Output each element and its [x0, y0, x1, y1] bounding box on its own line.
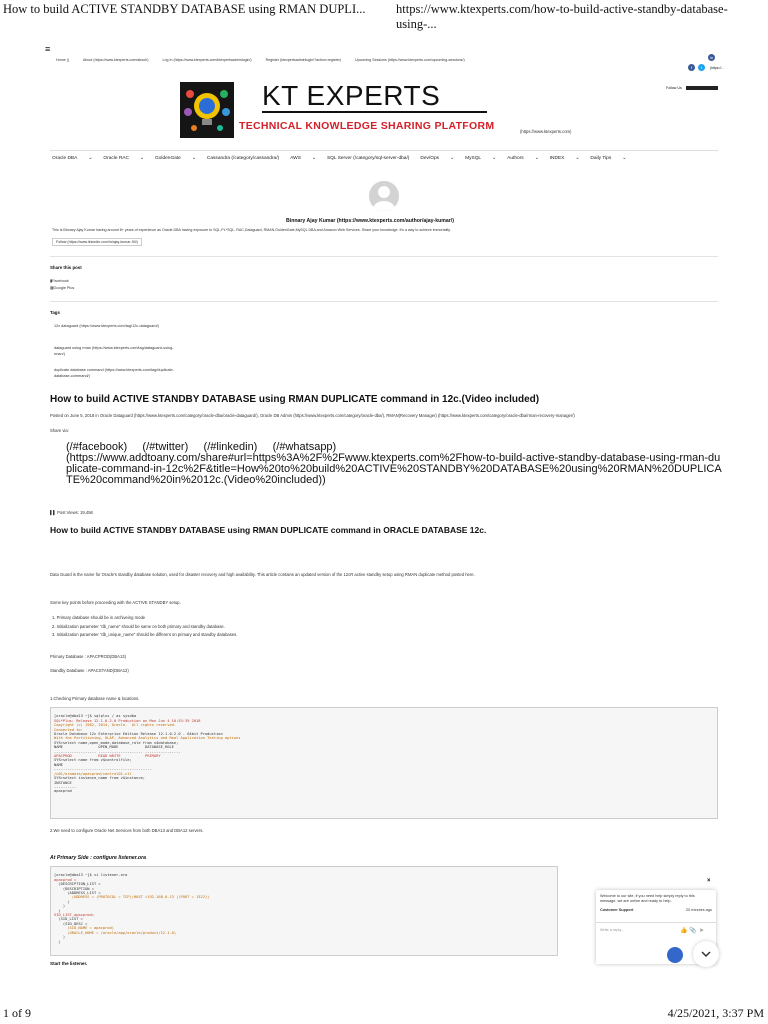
print-page-title: How to build ACTIVE STANDBY DATABASE using RMAN DUPLI...	[3, 2, 366, 16]
print-header	[0, 0, 768, 31]
main-nav	[52, 156, 626, 161]
post-views-count: Post Views: 19,456	[57, 510, 93, 515]
nav-aws[interactable]: AWS	[290, 156, 301, 161]
code-line: --------------------------------------------	[54, 767, 152, 772]
code-line: Oracle Database 12c Enterprise Edition Release 12.1.0.2.0 - 64bit Production	[54, 732, 223, 737]
chevron-down-icon: ⌄	[622, 156, 627, 161]
start-listener: Start the listener.	[50, 961, 88, 966]
google-plus-icon: ▦	[50, 286, 54, 290]
code-line: APACPROD READ WRITE PRIMARY	[54, 754, 161, 759]
author-avatar-icon	[369, 181, 399, 211]
nav-authors[interactable]: Authors	[507, 156, 524, 161]
chevron-down-icon: ⌄	[311, 156, 316, 161]
facebook-icon[interactable]: f	[688, 64, 695, 71]
code-line: SYS>select instance_name from v$instance;	[54, 776, 146, 781]
code-line: INSTANCE	[54, 780, 72, 785]
topnav-home[interactable]: Home ()	[56, 58, 69, 62]
chat-launcher-icon[interactable]	[667, 947, 683, 963]
code-line: (DESCRIPTION =	[54, 886, 94, 891]
tags-label: Tags	[50, 310, 60, 315]
chevron-down-icon: ⌄	[534, 156, 539, 161]
primary-database: Primary Database : APACPROD(DBA13)	[50, 654, 127, 659]
code-line: /u01/oradata/apacprod/control01.ctl	[54, 771, 132, 776]
keypoint-item: 1. Primary database should be in archiveing mode	[52, 615, 146, 620]
tag-12c-dataguard[interactable]: 12c dataguard (https://www.ktexperts.com/tag/12c-dataguard/)	[54, 324, 159, 328]
code-line: SYS>select name,open_mode,database_role from v$database;	[54, 740, 179, 745]
code-line: ----------	[54, 784, 77, 789]
share-via-label: Share via:	[50, 428, 69, 433]
code-line: (ADDRESS_LIST =	[54, 891, 101, 896]
nav-sql-server[interactable]: SQL Server (/category/sql-server-dba/)	[326, 156, 410, 161]
follow-us-label: Follow Us	[666, 86, 682, 90]
code-line: )	[54, 939, 61, 944]
keypoints-list	[52, 614, 237, 640]
top-nav	[56, 58, 465, 62]
topnav-about[interactable]: About (https://www.ktexperts.com/about/)	[82, 58, 149, 62]
keypoint-item: 2. Initialization parameter "db_name" should be same on both primary and standby database.	[52, 623, 225, 629]
code-line: (DESCRIPTION_LIST =	[54, 882, 101, 887]
code-line: apacprod =	[54, 877, 77, 882]
article-subtitle: How to build ACTIVE STANDBY DATABASE using RMAN DUPLICATE command in ORACLE DATABASE 12c.	[50, 525, 487, 535]
code-line: Connected to:	[54, 727, 83, 732]
chat-agent: Customer Support	[600, 908, 634, 912]
chat-time: 20 minutes ago	[686, 908, 712, 912]
print-datetime: 4/25/2021, 3:37 PM	[667, 1006, 764, 1020]
code-line: SQL*Plus: Release 12.1.0.2.0 Production on Mon Jun 4 10:53:39 2018	[54, 718, 201, 723]
kt-experts-logo-icon	[180, 82, 234, 138]
close-icon[interactable]: ×	[707, 878, 711, 884]
nav-oracle-dba[interactable]: Oracle DBA	[52, 156, 78, 161]
print-footer	[0, 1004, 768, 1024]
code-block-1	[50, 707, 718, 819]
share-google-label: Google Plus	[53, 286, 75, 290]
print-page-url: https://www.ktexperts.com/how-to-build-active-standby-database-using-...	[396, 2, 728, 31]
code-line: (SID_DESC =	[54, 921, 88, 926]
code-line: )	[54, 904, 66, 909]
share-links	[66, 442, 726, 486]
social-top	[686, 54, 726, 84]
code-line: apacprod	[54, 789, 72, 794]
share-facebook[interactable]	[50, 278, 69, 283]
code-line: With the Partitioning, OLAP, Advanced Analytics and Real Application Testing options	[54, 736, 241, 741]
social-bar	[686, 86, 718, 90]
code-line: SID_LIST_apacprod=	[54, 913, 94, 918]
code-line: ------------------- -------------------- ----------------	[54, 749, 181, 754]
keypoint-item: 3. Initialization parameter "db_unique_name" should be different on primary and standby databases.	[52, 632, 238, 637]
standby-database: Standby Database : APACSTAND(DBA12)	[50, 668, 129, 673]
chat-reply-input[interactable]: Write a reply...	[600, 928, 625, 932]
follow-button[interactable]: Follow (https://www.linkedin.com/in/ajay-kumar-90/)	[52, 238, 142, 246]
code-line: )	[54, 908, 61, 913]
code-line: (SID_LIST =	[54, 917, 83, 922]
code-line: [oracle@dba13 ~]$ vi listener.ora	[54, 873, 128, 878]
share-post-label: Share this post	[50, 265, 82, 270]
chat-minimize-button[interactable]	[693, 941, 719, 967]
article-posted-meta: Posted on June 5, 2018 in Oracle Dataguard (https://www.ktexperts.com/category/oracle-dba/oracle-dataguard/), Oracle DB Admin (https://www.ktexperts.com/category/oracle-dba/), RMAN(Recovery Manager) (https://www.ktexperts.com/category/oracle-dba/rman-recovery-manager/)	[50, 413, 575, 418]
intro-paragraph: Data Guard is the name for Oracle's standby database solution, used for disaster recovery and high availability. This article contains an updated version of the 12cR active standby setup using RMAN duplicate method posted here.	[50, 572, 475, 577]
page-count: 1 of 9	[3, 1006, 31, 1020]
social-handle[interactable]: (https://...	[710, 66, 725, 70]
twitter-icon[interactable]: t	[698, 64, 705, 71]
site-home-link[interactable]: (https://www.ktexperts.com)	[520, 129, 572, 134]
nav-mysql[interactable]: MySQL	[465, 156, 482, 161]
topnav-register[interactable]: Register (ktexpertsadminlogin/?action=register)	[265, 58, 341, 62]
share-facebook-label: Facebook	[52, 279, 69, 283]
chevron-down-icon: ⌄	[575, 156, 580, 161]
code-line: )	[54, 899, 70, 904]
code-line: NAME	[54, 762, 63, 767]
code-line: (ADDRESS = (PROTOCOL = TCP)(HOST =192.168.0.13 )(PORT = 1522))	[54, 895, 210, 900]
facebook-icon: ▮	[50, 279, 53, 283]
code-line: (SID_NAME = apacprod)	[54, 926, 114, 931]
keypoints-intro: Some key points before proceeding with the ACTIVE STANDBY setup.	[50, 600, 181, 605]
divider	[50, 301, 718, 302]
post-views	[50, 510, 93, 515]
nav-oracle-rac[interactable]: Oracle RAC	[103, 156, 129, 161]
topnav-login[interactable]: Log In (https://www.ktexperts.com/ktexpertsadminlogin/)	[162, 58, 252, 62]
share-google[interactable]	[50, 285, 74, 290]
bar-chart-icon: ▌▌	[50, 510, 56, 515]
chevron-down-icon: ⌄	[492, 156, 497, 161]
thumbs-up-icon[interactable]: 👍	[680, 928, 688, 934]
share-link-list[interactable]: (/#facebook) (/#twitter) (/#linkedin) (/#whatsapp)	[66, 441, 337, 453]
nav-devops[interactable]: Dev/Ops	[420, 156, 440, 161]
chevron-down-icon: ⌄	[450, 156, 455, 161]
code-line: Copyright (c) 1982, 2014, Oracle. All rights reserved.	[54, 723, 177, 728]
article-title: How to build ACTIVE STANDBY DATABASE using RMAN DUPLICATE command in 12c.(Video included)	[50, 394, 540, 405]
site-subtitle: TECHNICAL KNOWLEDGE SHARING PLATFORM	[239, 120, 495, 132]
code-line: SYS>select name from v$controlfile;	[54, 758, 132, 763]
menu-icon[interactable]: ≡	[45, 44, 51, 54]
chat-divider	[596, 922, 716, 923]
chat-message: Welcome to our site, if you need help simply reply to this message, we are online and ready to help.	[600, 894, 695, 903]
site-title[interactable]: KT EXPERTS	[262, 80, 441, 111]
chevron-down-icon: ⌄	[191, 156, 196, 161]
linkedin-icon[interactable]: in	[709, 55, 714, 60]
nav-daily-tips[interactable]: Daily Tips	[590, 156, 612, 161]
step-2: 2.We need to configure Oracle Net Services from both DBA13 and DBA12 servers.	[50, 828, 204, 833]
nav-index[interactable]: INDEX	[549, 156, 565, 161]
author-name[interactable]: Binnary Ajay Kumar (https://www.ktexperts.com/author/ajay-kumar/)	[286, 218, 454, 224]
tag-duplicate-database-command[interactable]: duplicate database command (https://www.ktexperts.com/tag/duplicate-database-command/)	[54, 368, 174, 378]
nav-goldengate[interactable]: GoldenGate	[154, 156, 181, 161]
code-block-2	[50, 866, 558, 956]
code-line: [oracle@dba13 ~]$ sqlplus / as sysdba	[54, 714, 137, 719]
author-bio: This is Binnary Ajay Kumar having around 8+ years of experience as Oracle DBA having exposure to SQL,PL*SQL, RAC,Dataguard, RMAN,GoldenGate,MySQL DBA and Amazon Web Services. Share your knowledge. It's a way to achieve immortality.	[52, 228, 451, 232]
addtoany-share-link[interactable]: (https://www.addtoany.com/share#url=https%3A%2F%2Fwww.ktexperts.com%2Fhow-to-build-active-standby-database-using-rman-duplicate-command-in-12c%2F&title=How%20to%20build%20ACTIVE%20STANDBY%20DATABASE%20using%20RMAN%20DUPLICATE%20command%20in%2012c.(Video%20included))	[66, 452, 722, 486]
code-line: (ORACLE_HOME = /oracle/app/oracle/product/12.1.0)	[54, 930, 177, 935]
site-title-underline	[262, 111, 487, 113]
chevron-down-icon: ⌄	[88, 156, 93, 161]
tag-dataguard-using-rman[interactable]: dataguard using rman (https://www.ktexperts.com/tag/dataguard-using-rman/)	[54, 346, 174, 356]
send-icon[interactable]: ➤	[699, 928, 705, 934]
code-line: NAME OPEN_MODE DATABASE_ROLE	[54, 745, 174, 750]
primary-side-heading: At Primary Side : configure listener.ora	[50, 855, 146, 861]
topnav-upcoming-sessions[interactable]: Upcoming Sessions (https://www.ktexperts.com/upcoming-sessions/)	[355, 58, 465, 62]
chevron-down-icon: ⌄	[139, 156, 144, 161]
nav-cassandra[interactable]: Cassandra (/category/cassandra/)	[206, 156, 280, 161]
code-line: )	[54, 935, 66, 940]
step-1: 1.Checking Primary database name & locations.	[50, 696, 140, 701]
attachment-icon[interactable]: 📎	[689, 928, 697, 934]
divider	[50, 256, 718, 257]
mainnav-divider	[50, 150, 718, 151]
